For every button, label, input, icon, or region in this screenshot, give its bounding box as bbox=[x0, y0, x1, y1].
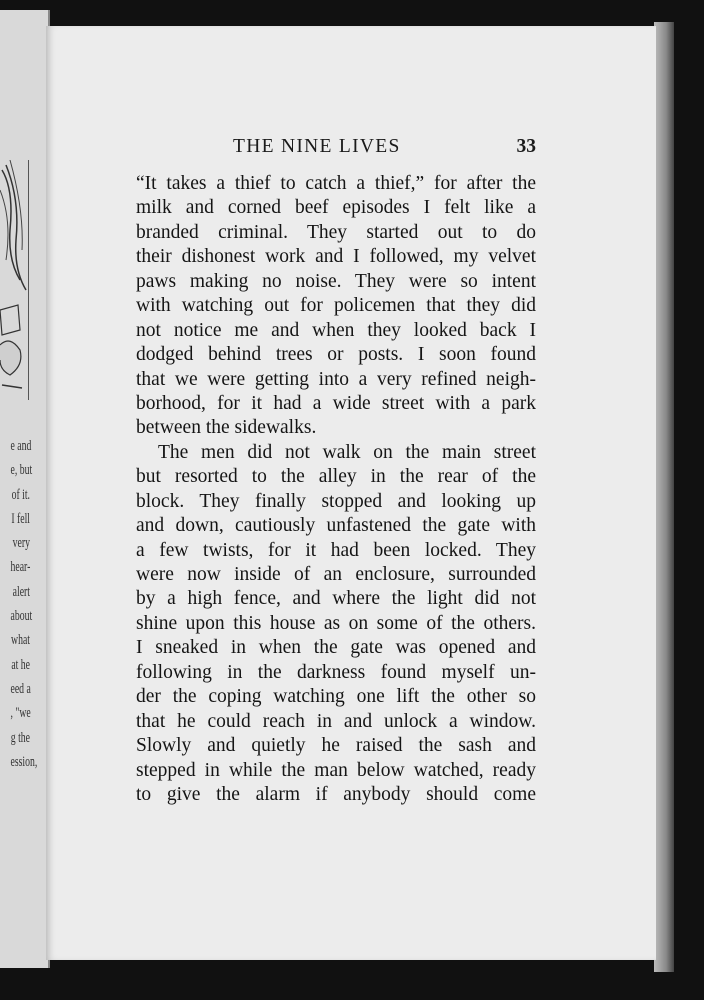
text-line: that we were getting into a very refined neigh- bbox=[136, 368, 536, 390]
left-fragment: very bbox=[12, 535, 30, 552]
left-fragment: g the bbox=[10, 729, 30, 746]
running-title: THE NINE LIVES bbox=[233, 136, 401, 157]
text-line: Slowly and quietly he raised the sash and bbox=[136, 735, 536, 757]
text-line: paws making no noise. They were so intent bbox=[136, 270, 536, 292]
text-line: der the coping watching one lift the other so bbox=[136, 686, 536, 708]
book-right-edge bbox=[654, 22, 674, 972]
text-line: stepped in while the man below watched, ready bbox=[136, 759, 536, 781]
text-line: shine upon this house as on some of the others. bbox=[136, 612, 536, 634]
left-fragment: hear- bbox=[10, 559, 31, 576]
text-line: “It takes a thief to catch a thief,” for after the bbox=[136, 173, 536, 194]
left-fragment: e and bbox=[10, 438, 32, 454]
text-line: by a high fence, and where the light did not bbox=[136, 588, 536, 610]
left-fragment: what bbox=[11, 632, 31, 649]
page-number: 33 bbox=[516, 136, 536, 157]
text-line: dodged behind trees or posts. I soon found bbox=[136, 344, 536, 366]
left-page-illustration bbox=[0, 160, 29, 400]
text-line: borhood, for it had a wide street with a park bbox=[136, 392, 536, 414]
text-line: not notice me and when they looked back I bbox=[136, 319, 536, 341]
text-line: but resorted to the alley in the rear of the bbox=[136, 466, 536, 488]
left-fragment: e, but bbox=[10, 462, 33, 479]
left-page-text-fragments bbox=[0, 434, 38, 774]
text-line: block. They finally stopped and looking up bbox=[136, 490, 536, 512]
text-line: were now inside of an enclosure, surrounded bbox=[136, 564, 536, 585]
text-line: and down, cautiously unfastened the gate with bbox=[136, 515, 536, 537]
text-line: milk and corned beef episodes I felt like a bbox=[136, 197, 536, 219]
left-fragment: at he bbox=[11, 656, 30, 673]
left-fragment: , "we bbox=[10, 705, 31, 722]
left-fragment: ession, bbox=[10, 753, 38, 770]
page-header bbox=[136, 136, 536, 162]
left-fragment: about bbox=[10, 608, 33, 625]
text-line: a few twists, for it had been locked. They bbox=[136, 539, 536, 561]
text-line: that he could reach in and unlock a window. bbox=[136, 710, 536, 732]
text-line: their dishonest work and I followed, my velvet bbox=[136, 246, 536, 268]
text-line: following in the darkness found myself un- bbox=[136, 661, 536, 683]
text-line: with watching out for policemen that they did bbox=[136, 295, 536, 317]
body-text bbox=[136, 172, 536, 807]
text-line: I sneaked in when the gate was opened and bbox=[136, 637, 536, 659]
left-fragment: of it. bbox=[11, 486, 30, 503]
book-page bbox=[46, 26, 656, 960]
text-line: between the sidewalks. bbox=[136, 417, 317, 439]
left-fragment: I fell bbox=[11, 510, 30, 527]
text-line: The men did not walk on the main street bbox=[158, 441, 536, 463]
text-line: to give the alarm if anybody should come bbox=[136, 783, 536, 805]
left-fragment: eed a bbox=[10, 680, 31, 697]
left-fragment: alert bbox=[12, 583, 30, 600]
left-page-edge bbox=[0, 10, 50, 968]
text-line: branded criminal. They started out to do bbox=[136, 221, 536, 243]
